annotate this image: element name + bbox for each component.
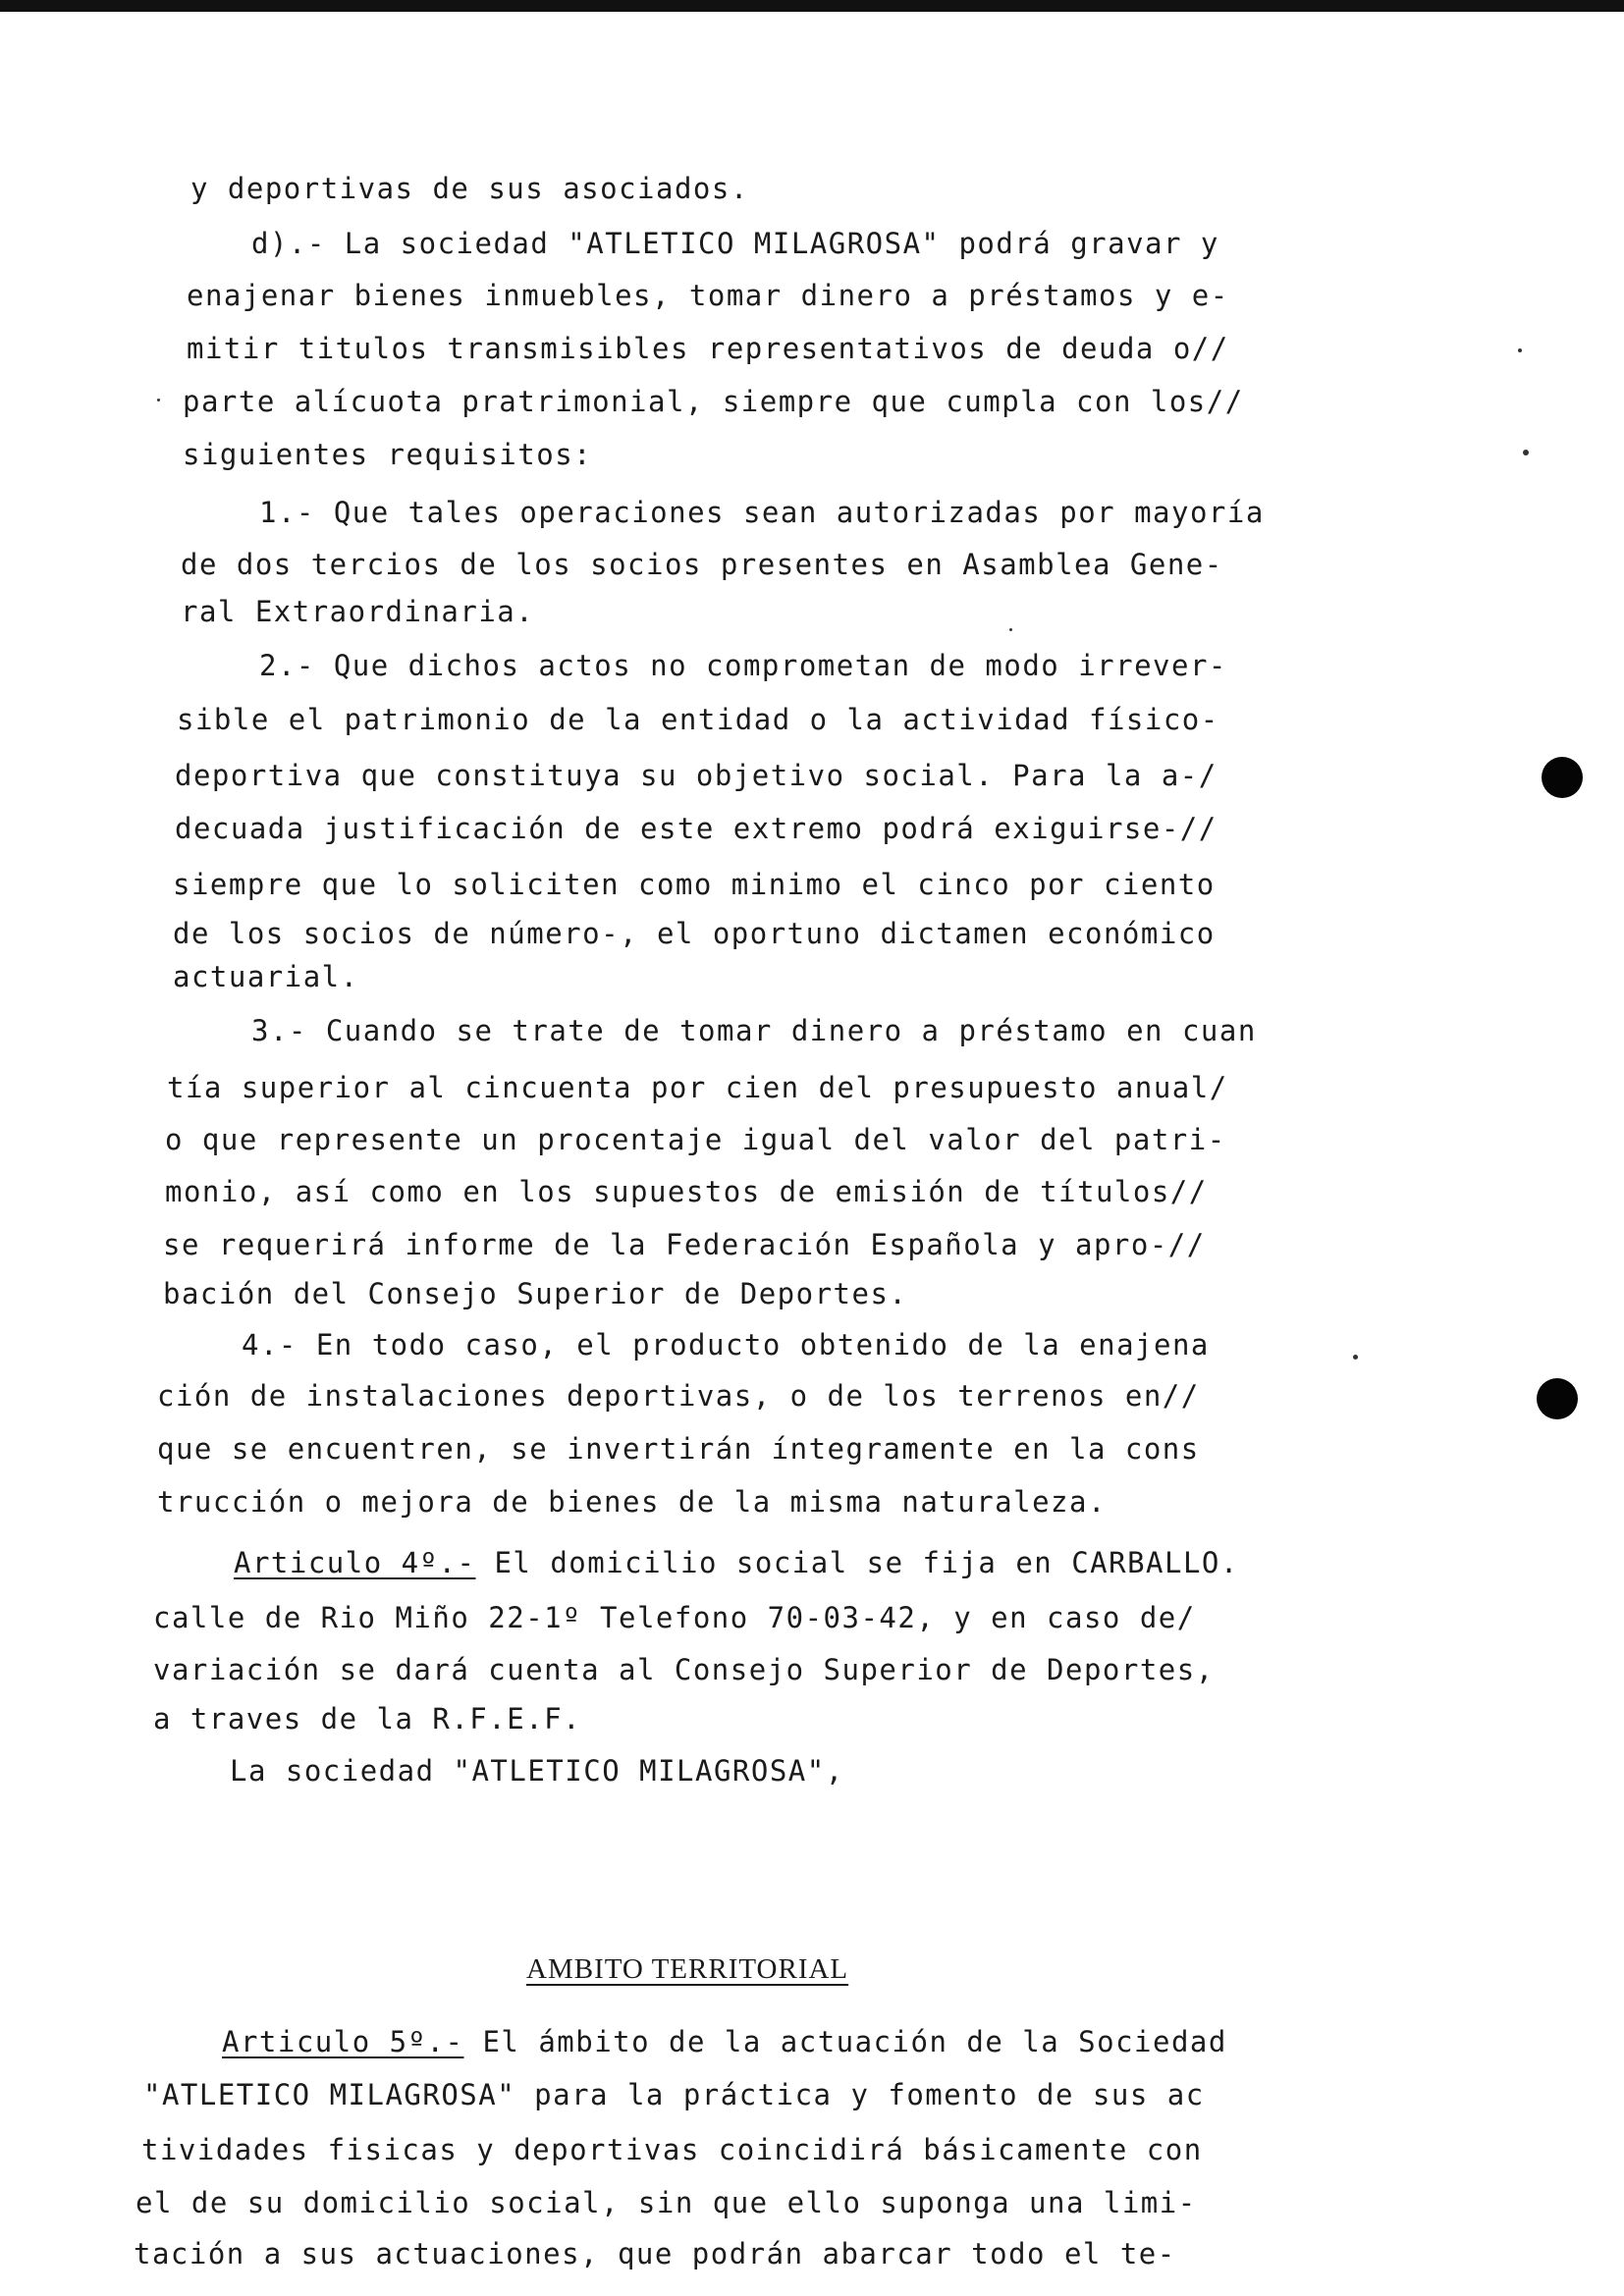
text-line: o que represente un procentaje igual del valor del patri- [165, 1123, 1226, 1156]
text-line: se requerirá informe de la Federación Española y apro-// [163, 1228, 1206, 1261]
punch-hole [1542, 757, 1583, 798]
text-line: mitir titulos transmisibles representativos de deuda o// [187, 332, 1229, 365]
text-line: 3.- Cuando se trate de tomar dinero a préstamo en cuan [251, 1014, 1257, 1047]
text-line: "ATLETICO MILAGROSA" para la práctica y fomento de sus ac [143, 2078, 1205, 2111]
scan-speck [1518, 348, 1522, 352]
text-line: actuarial. [173, 960, 359, 993]
text-line: monio, así como en los supuestos de emisión de títulos// [165, 1175, 1208, 1208]
text-line: enajenar bienes inmuebles, tomar dinero a préstamos y e- [187, 279, 1229, 312]
article-5-text: El ámbito de la actuación de la Sociedad [482, 2025, 1227, 2058]
text-line: el de su domicilio social, sin que ello suponga una limi- [135, 2186, 1197, 2219]
text-line: 2.- Que dichos actos no comprometan de modo irrever- [259, 649, 1227, 682]
text-line: tación a sus actuaciones, que podrán abarcar todo el te- [134, 2237, 1176, 2270]
text-line: bación del Consejo Superior de Deportes. [163, 1277, 908, 1310]
article-4-text: El domicilio social se fija en CARBALLO. [494, 1546, 1239, 1579]
punch-hole [1537, 1378, 1578, 1419]
text-line: parte alícuota pratrimonial, siempre que cumpla con los// [183, 385, 1244, 418]
text-line: trucción o mejora de bienes de la misma naturaleza. [157, 1485, 1107, 1519]
text-line: calle de Rio Miño 22-1º Telefono 70-03-42, y en caso de/ [153, 1601, 1196, 1634]
scan-speck [1523, 450, 1529, 455]
text-line: 4.- En todo caso, el producto obtenido de la enajena [242, 1328, 1210, 1362]
scan-top-border [0, 0, 1624, 12]
article-5-label: Articulo 5º.- [222, 2025, 464, 2058]
text-line: siempre que lo soliciten como minimo el cinco por ciento [173, 868, 1216, 901]
scan-speck [157, 399, 160, 401]
text-line: sible el patrimonio de la entidad o la actividad físico- [177, 703, 1219, 736]
text-line: a traves de la R.F.E.F. [153, 1702, 582, 1735]
text-line: tividades fisicas y deportivas coincidirá básicamente con [141, 2133, 1203, 2166]
text-line: deportiva que constituya su objetivo social. Para la a-/ [175, 759, 1218, 792]
text-line: tía superior al cincuenta por cien del presupuesto anual/ [167, 1071, 1228, 1104]
text-line: decuada justificación de este extremo podrá exiguirse-// [175, 812, 1218, 845]
scan-speck [1353, 1355, 1358, 1360]
text-line: de dos tercios de los socios presentes en Asamblea Gene- [181, 548, 1223, 581]
text-line: siguientes requisitos: [183, 438, 593, 471]
text-line: de los socios de número-, el oportuno dictamen económico [173, 917, 1216, 950]
article-4-line [234, 1545, 1239, 1580]
text-line: y deportivas de sus asociados. [190, 172, 749, 205]
text-line: d).- La sociedad "ATLETICO MILAGROSA" podrá gravar y [251, 227, 1219, 260]
scan-speck [1009, 628, 1012, 631]
article-5-line [222, 2024, 1227, 2059]
text-line: ral Extraordinaria. [181, 595, 535, 628]
text-line: La sociedad "ATLETICO MILAGROSA", [230, 1754, 844, 1788]
text-line: variación se dará cuenta al Consejo Superior de Deportes, [153, 1653, 1215, 1686]
article-4-label: Articulo 4º.- [234, 1546, 476, 1579]
text-line: ción de instalaciones deportivas, o de los terrenos en// [157, 1379, 1200, 1413]
text-line: que se encuentren, se invertirán íntegramente en la cons [157, 1432, 1200, 1466]
section-heading: AMBITO TERRITORIAL [526, 1953, 849, 1985]
text-line: 1.- Que tales operaciones sean autorizadas por mayoría [259, 496, 1265, 529]
